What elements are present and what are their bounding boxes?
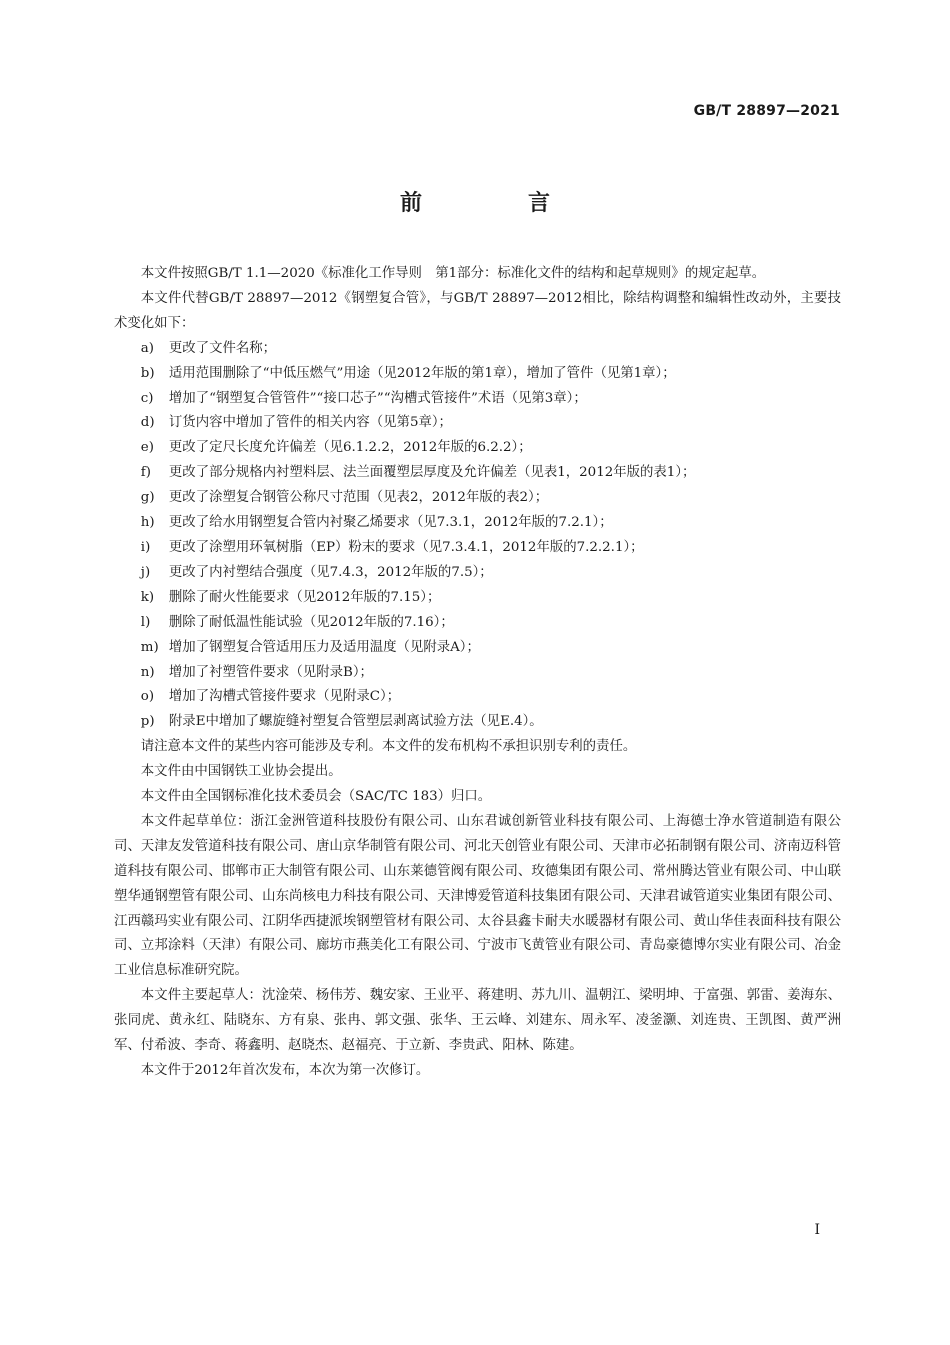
- list-item: [114, 337, 841, 362]
- list-item: [114, 611, 841, 636]
- list-item: [114, 561, 841, 586]
- list-item: [114, 511, 841, 536]
- list-item-label: d): [140, 415, 155, 431]
- list-item-label: j): [140, 564, 151, 580]
- list-item-text: 附录E中增加了螺旋缝衬塑复合管塑层剥离试验方法（见E.4）。: [168, 714, 543, 730]
- paragraph-drafting-rules: 本文件按照GB/T 1.1—2020《标准化工作导则 第1部分：标准化文件的结构和起草规则》的规定起草。: [140, 266, 766, 281]
- list-item-label: k): [140, 589, 155, 605]
- list-item: [114, 661, 841, 686]
- list-item-label: b): [140, 365, 155, 381]
- paragraph-proposer: 本文件由中国钢铁工业协会提出。: [140, 764, 342, 780]
- list-item: [114, 362, 841, 387]
- list-item-text: 更改了部分规格内衬塑料层、法兰面覆塑层厚度及允许偏差（见表1，2012年版的表1）；: [168, 465, 696, 481]
- list-item-text: 更改了内衬塑结合强度（见7.4.3，2012年版的7.5）；: [168, 564, 493, 580]
- paragraph-drafting-units: 本文件起草单位：浙江金洲管道科技股份有限公司、山东君诚创新管业科技有限公司、上海德士净水管道制造有限公司、天津友发管道科技有限公司、唐山京华制管有限公司、河北天创管业有限公司、天津市必拓制钢有限公司、济南迈科管道科技有限公司、邯郸市正大制管有限公司、山东莱德管阀有限公司、玫德集团有限公司、常州腾达管业有限公司、中山联塑华通钢塑管有限公司、山东尚核电力科技有限公司、天津博爱管道科技集团有限公司、天津君诚管道实业集团有限公司、江西赣玛实业有限公司、江阴华西捷派埃钢塑管材有限公司、太谷县鑫卡耐夫水暖器材有限公司、黄山华佳表面科技有限公司、立邦涂料（天津）有限公司、廊坊市燕美化工有限公司、宁波市飞黄管业有限公司、青岛豪德博尔实业有限公司、冶金工业信息标准研究院。: [114, 813, 841, 979]
- list-item: [114, 586, 841, 611]
- list-item-text: 适用范围删除了“中低压燃气”用途（见2012年版的第1章），增加了管件（见第1章）；: [168, 365, 676, 381]
- list-item-label: h): [140, 515, 155, 531]
- list-item-label: m): [140, 639, 159, 655]
- list-item: [114, 387, 841, 412]
- changes-list: [114, 337, 841, 736]
- paragraph-replacement: 本文件代替GB/T 28897—2012《钢塑复合管》，与GB/T 28897—2012相比，除结构调整和编辑性改动外，主要技术变化如下：: [114, 290, 841, 331]
- list-item-label: a): [140, 340, 155, 356]
- paragraph-patent-notice: 请注意本文件的某些内容可能涉及专利。本文件的发布机构不承担识别专利的责任。: [140, 739, 637, 755]
- list-item-text: 更改了涂塑用环氧树脂（EP）粉末的要求（见7.3.4.1，2012年版的7.2.2.1）；: [168, 539, 644, 555]
- list-item: [114, 536, 841, 561]
- list-item-label: n): [140, 664, 155, 680]
- page-title: 前 言: [399, 191, 592, 216]
- list-item-text: 删除了耐火性能要求（见2012年版的7.15）；: [168, 589, 441, 605]
- list-item-text: 更改了给水用钢塑复合管内衬聚乙烯要求（见7.3.1，2012年版的7.2.1）；: [168, 515, 613, 531]
- list-item-text: 订货内容中增加了管件的相关内容（见第5章）；: [168, 415, 452, 431]
- list-item-text: 增加了钢塑复合管适用压力及适用温度（见附录A）；: [168, 639, 480, 655]
- list-item-label: l): [140, 614, 151, 630]
- list-item-label: i): [140, 539, 151, 555]
- list-item-label: e): [140, 440, 154, 456]
- list-item-label: c): [140, 390, 154, 406]
- list-item: [114, 411, 841, 436]
- list-item-text: 更改了定尺长度允许偏差（见6.1.2.2，2012年版的6.2.2）；: [168, 440, 532, 456]
- list-item-label: f): [140, 465, 151, 481]
- list-item: [114, 486, 841, 511]
- list-item: [114, 461, 841, 486]
- standard-number: GB/T 28897—2021: [693, 103, 840, 119]
- list-item: [114, 710, 841, 735]
- list-item-text: 增加了“钢塑复合管管件”“接口芯子”“沟槽式管接件”术语（见第3章）；: [168, 390, 587, 406]
- paragraph-history: 本文件于2012年首次发布，本次为第一次修订。: [140, 1063, 430, 1078]
- list-item-text: 更改了涂塑复合钢管公称尺寸范围（见表2，2012年版的表2）；: [168, 490, 549, 506]
- list-item-label: g): [140, 490, 155, 506]
- list-item: [114, 436, 841, 461]
- page-number: I: [814, 1222, 820, 1238]
- list-item-label: o): [140, 689, 155, 705]
- list-item: [114, 636, 841, 661]
- foreword-body: [114, 262, 841, 1084]
- list-item-label: p): [140, 714, 155, 730]
- paragraph-committee: 本文件由全国钢标准化技术委员会（SAC/TC 183）归口。: [140, 789, 492, 805]
- list-item-text: 增加了衬塑管件要求（见附录B）；: [168, 664, 373, 680]
- list-item-text: 删除了耐低温性能试验（见2012年版的7.16）；: [168, 614, 454, 630]
- list-item-text: 更改了文件名称；: [168, 340, 277, 356]
- list-item: [114, 685, 841, 710]
- list-item-text: 增加了沟槽式管接件要求（见附录C）；: [168, 689, 401, 705]
- paragraph-drafters: 本文件主要起草人：沈淦荣、杨伟芳、魏安家、王业平、蒋建明、苏九川、温朝江、梁明坤、于富强、郭雷、姜海东、张同虎、黄永红、陆晓东、方有泉、张冉、郭文强、张华、王云峰、刘建东、周永军、凌釜灏、刘连贵、王凯图、黄严洲军、付希波、李奇、蒋鑫明、赵晓杰、赵福亮、于立新、李贵武、阳林、陈建。: [114, 988, 841, 1054]
